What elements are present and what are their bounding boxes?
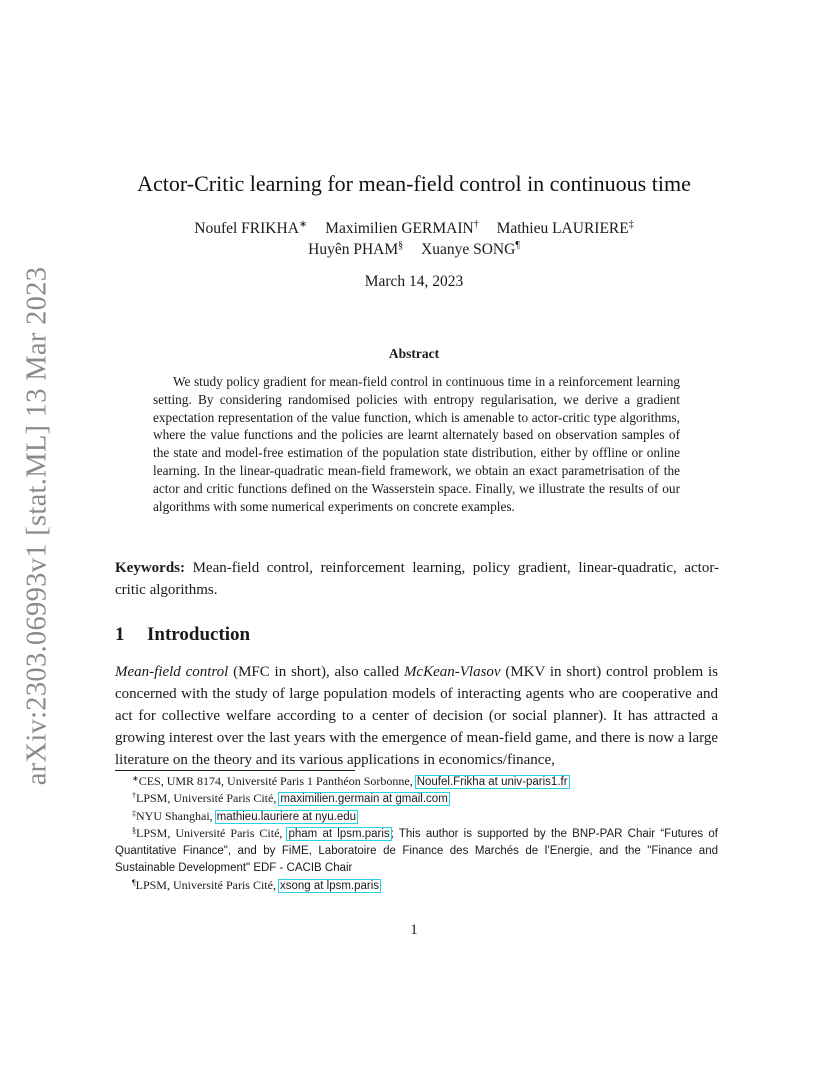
- term-mkv: McKean-Vlasov: [403, 664, 501, 680]
- keywords: [115, 557, 719, 601]
- email-link[interactable]: pham at lpsm.paris: [288, 827, 390, 840]
- footnotes: [115, 773, 718, 894]
- keywords-label: Keywords:: [115, 560, 185, 576]
- publication-date: March 14, 2023: [364, 273, 464, 290]
- term-mfc: Mean-field control: [115, 664, 229, 680]
- footnote-divider: [115, 770, 355, 771]
- footnote: ∗CES, UMR 8174, Université Paris 1 Panthéon Sorbonne, Noufel.Frikha at univ-paris1.fr: [132, 774, 568, 788]
- keywords-text: Mean-field control, reinforcement learning, policy gradient, linear-quadratic, actor-critic algorithms.: [115, 560, 720, 598]
- author-line-1: [0, 218, 828, 239]
- footnote: ‡NYU Shanghai, mathieu.lauriere at nyu.edu: [132, 808, 357, 823]
- paper-title: Actor-Critic learning for mean-field control in continuous time: [137, 171, 691, 196]
- abstract-heading: Abstract: [388, 346, 440, 361]
- footnote: †LPSM, Université Paris Cité, maximilien.germain at gmail.com: [132, 791, 448, 806]
- email-link[interactable]: mathieu.lauriere at nyu.edu: [216, 810, 357, 823]
- introduction-paragraph: Mean-field control (MFC in short), also called McKean-Vlasov (MKV in short) control problem is concerned with the study of large population models of interacting agents who are cooperative and act for collective welfare according to a center of decision (or social planner). It has attracted a growing interest over the last years with the emergence of mean-field game, and there is now a large literature on the theory and its various applications in economics/finance,: [115, 664, 718, 768]
- author-line-2: [0, 239, 828, 260]
- email-link[interactable]: xsong at lpsm.paris: [279, 879, 380, 892]
- email-link[interactable]: maximilien.germain at gmail.com: [280, 793, 448, 806]
- arxiv-identifier-text: arXiv:2303.06993v1 [stat.ML] 13 Mar 2023: [21, 266, 53, 786]
- email-link[interactable]: Noufel.Frikha at univ-paris1.fr: [416, 776, 568, 788]
- author: Maximilien GERMAIN†: [325, 219, 479, 237]
- author: Mathieu LAURIERE‡: [496, 219, 634, 237]
- section-heading: [115, 624, 250, 646]
- footnote: ¶LPSM, Université Paris Cité, xsong at lpsm.paris: [132, 877, 380, 892]
- author-list: [0, 218, 828, 260]
- author: Xuanye SONG¶: [421, 240, 520, 258]
- author: Huyên PHAM§: [308, 240, 404, 258]
- section-title: Introduction: [147, 624, 251, 645]
- abstract-text: We study policy gradient for mean-field control in continuous time in a reinforcement learning setting. By considering randomised policies with entropy regularisation, we derive a gradient expectation representation of the value function, which is amenable to actor-critic type algorithms, where the value functions and the policies are learnt alternately based on observation samples of the state and model-free estimation of the population state distribution, either by offline or online learning. In the linear-quadratic mean-field framework, we obtain an exact parametrisation of the actor and critic functions defined on the Wasserstein space. Finally, we illustrate the results of our algorithms with some numerical experiments on concrete examples.: [153, 374, 680, 514]
- footnote: §LPSM, Université Paris Cité, pham at lpsm.paris; This author is supported by the BNP-PAR Chair “Futures of Quantitative Finance", and by FiME, Laboratoire de Finance des Marchés de l’Energie, and the "Finance and Sustainable Development" EDF - CACIB Chair: [115, 825, 718, 875]
- author: Noufel FRIKHA∗: [194, 219, 308, 237]
- section-number: 1: [115, 624, 125, 645]
- page-number: 1: [410, 922, 418, 938]
